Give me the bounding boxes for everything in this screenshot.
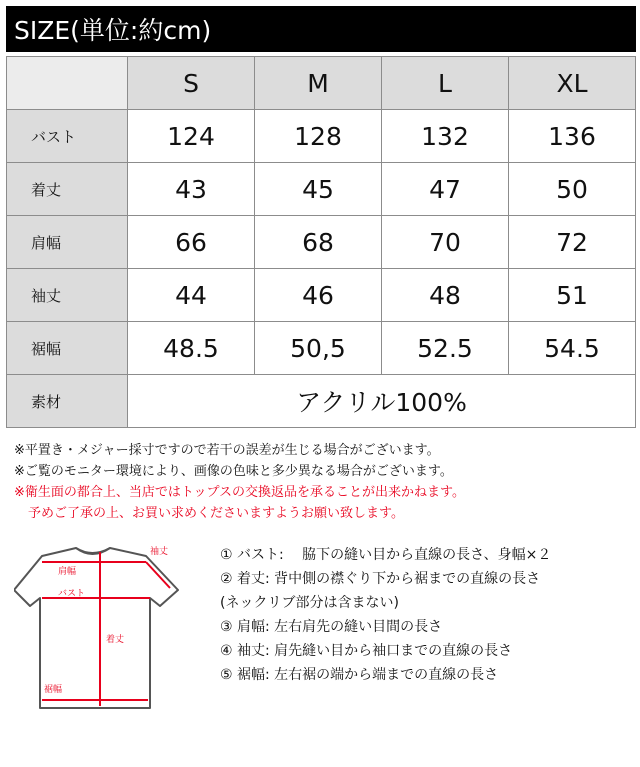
size-header-row xyxy=(7,57,636,110)
note-line-warning: ※衛生面の都合上、当店ではトップスの交換返品を承ることが出来かねます。 xyxy=(14,485,465,500)
row-label-hem: 裾幅 xyxy=(7,322,128,375)
note-line: ※ご覧のモニター環境により、画像の色味と多少異なる場合がございます。 xyxy=(14,464,453,479)
corner-cell xyxy=(7,57,128,110)
size-col-s: S xyxy=(128,57,255,110)
table-row xyxy=(7,216,636,269)
value-cell: 48.5 xyxy=(128,322,255,375)
size-header xyxy=(6,6,636,52)
diagram-label-sleeve: 袖丈 xyxy=(150,547,169,557)
table-row xyxy=(7,322,636,375)
value-cell: 47 xyxy=(382,163,509,216)
tshirt-outline xyxy=(14,548,178,708)
material-row xyxy=(7,375,636,428)
value-cell: 48 xyxy=(382,269,509,322)
size-col-l: L xyxy=(382,57,509,110)
legend-item: ① バスト: 脇下の縫い目から直線の長さ、身幅×２ xyxy=(220,547,552,563)
row-label-length: 着丈 xyxy=(7,163,128,216)
legend-item: ② 着丈: 背中側の襟ぐり下から裾までの直線の長さ xyxy=(220,571,541,587)
legend-item: ④ 袖丈: 肩先縫い目から袖口までの直線の長さ xyxy=(220,643,513,659)
table-row xyxy=(7,269,636,322)
value-cell: 46 xyxy=(255,269,382,322)
diagram-label-hem: 裾幅 xyxy=(44,685,63,695)
legend-item: ③ 肩幅: 左右肩先の縫い目間の長さ xyxy=(220,619,443,635)
value-cell: 132 xyxy=(382,110,509,163)
diagram-label-bust: バスト xyxy=(58,589,86,599)
diagram-label-shoulder: 肩幅 xyxy=(58,567,77,577)
value-cell: 45 xyxy=(255,163,382,216)
legend-item: ⑤ 裾幅: 左右裾の端から端までの直線の長さ xyxy=(220,667,499,683)
value-cell: 50,5 xyxy=(255,322,382,375)
row-label-material: 素材 xyxy=(7,375,128,428)
row-label-shoulder: 肩幅 xyxy=(7,216,128,269)
diagram-label-length: 着丈 xyxy=(106,635,125,645)
notes xyxy=(14,440,634,524)
value-cell: 136 xyxy=(509,110,636,163)
row-label-sleeve: 袖丈 xyxy=(7,269,128,322)
value-cell: 68 xyxy=(255,216,382,269)
value-cell: 54.5 xyxy=(509,322,636,375)
material-value: アクリル100% xyxy=(128,375,636,428)
value-cell: 52.5 xyxy=(382,322,509,375)
measurement-legend xyxy=(220,543,636,687)
size-col-xl: XL xyxy=(509,57,636,110)
table-row xyxy=(7,163,636,216)
legend-item-note: (ネックリブ部分は含まない) xyxy=(220,595,399,611)
value-cell: 128 xyxy=(255,110,382,163)
value-cell: 51 xyxy=(509,269,636,322)
value-cell: 72 xyxy=(509,216,636,269)
size-title: SIZE(単位:約cm) xyxy=(14,16,212,45)
value-cell: 44 xyxy=(128,269,255,322)
note-line-warning: 予めご了承の上、お買い求めくださいますようお願い致します。 xyxy=(28,506,404,521)
row-label-bust: バスト xyxy=(7,110,128,163)
tshirt-diagram xyxy=(14,540,214,720)
value-cell: 43 xyxy=(128,163,255,216)
size-table xyxy=(6,56,636,428)
size-col-m: M xyxy=(255,57,382,110)
value-cell: 124 xyxy=(128,110,255,163)
note-line: ※平置き・メジャー採寸ですので若干の誤差が生じる場合がございます。 xyxy=(14,443,440,458)
value-cell: 66 xyxy=(128,216,255,269)
value-cell: 50 xyxy=(509,163,636,216)
value-cell: 70 xyxy=(382,216,509,269)
table-row xyxy=(7,110,636,163)
